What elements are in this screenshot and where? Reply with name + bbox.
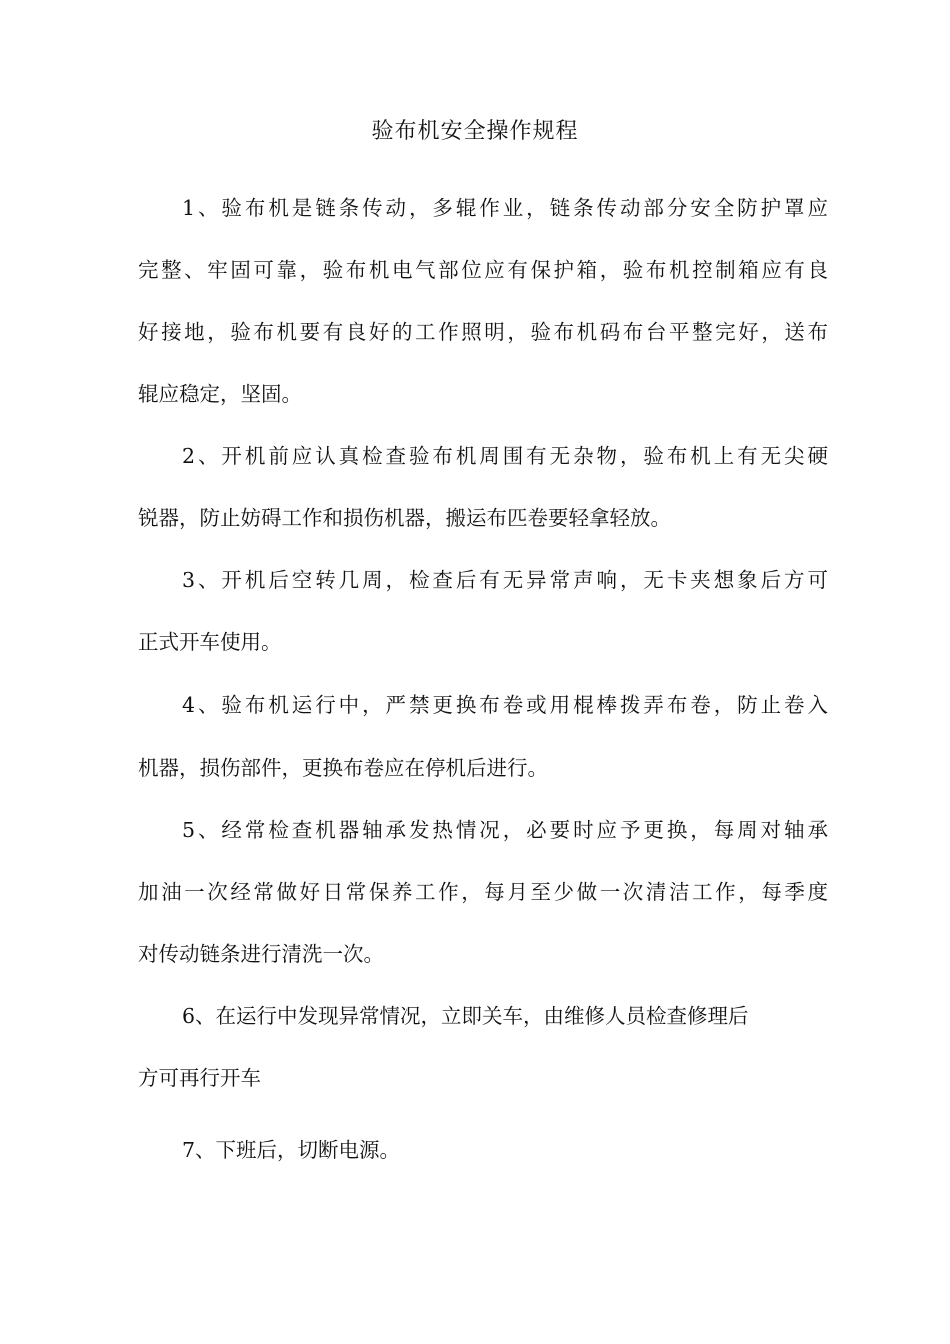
item-1-line-1: 1、验布机是链条传动，多辊作业，链条传动部分安全防护罩应: [182, 196, 828, 220]
item-4-line-1: 4、验布机运行中，严禁更换布卷或用棍棒拨弄布卷，防止卷入: [182, 693, 828, 717]
item-1-line-4: 辊应稳定，坚固。: [138, 382, 302, 406]
item-1-line-3: 好接地，验布机要有良好的工作照明，验布机码布台平整完好，送布: [138, 320, 828, 344]
item-1-line-2: 完整、牢固可靠，验布机电气部位应有保护箱，验布机控制箱应有良: [138, 258, 828, 282]
item-4-line-2: 机器，损伤部件，更换布卷应在停机后进行。: [138, 756, 548, 780]
item-7-line-1: 7、下班后，切断电源。: [182, 1138, 401, 1162]
item-3-line-2: 正式开车使用。: [138, 630, 282, 654]
page-title: 验布机安全操作规程: [371, 119, 579, 144]
item-2-line-1: 2、开机前应认真检查验布机周围有无杂物，验布机上有无尖硬: [182, 444, 828, 468]
item-5-line-2: 加油一次经常做好日常保养工作，每月至少做一次清洁工作，每季度: [138, 880, 828, 904]
item-6-line-1: 6、在运行中发现异常情况，立即关车，由维修人员检查修理后: [182, 1004, 749, 1028]
item-2-line-2: 锐器，防止妨碍工作和损伤机器，搬运布匹卷要轻拿轻放。: [138, 506, 671, 530]
item-6-line-2: 方可再行开车: [138, 1066, 261, 1090]
item-5-line-1: 5、经常检查机器轴承发热情况，必要时应予更换，每周对轴承: [182, 818, 828, 842]
item-5-line-3: 对传动链条进行清洗一次。: [138, 942, 384, 966]
item-3-line-1: 3、开机后空转几周，检查后有无异常声响，无卡夹想象后方可: [182, 568, 828, 592]
